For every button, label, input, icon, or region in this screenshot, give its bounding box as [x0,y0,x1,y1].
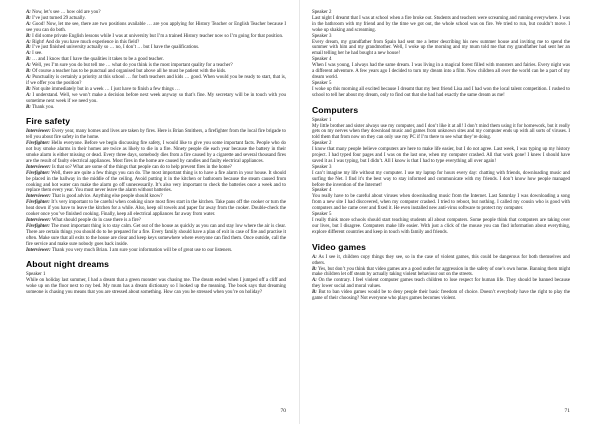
speaker-tag: A: [312,278,317,284]
computer-speakers [312,118,570,236]
video-games-dialogue [312,255,570,302]
computer-speaker-text: You really have to be careful about viruses when downloading music from the Internet. Last Saturday I was downloading a song from a new site I had discovered, when my computer crashed. I tried to reboot, but nothing. I called my cousin who is good with computers and he came over and fixed it. He even installed new anti-virus software to protect my computer. [312,194,570,212]
speaker-tag: B: [26,86,31,92]
speaker-tag: B: [26,104,31,110]
dreams-speaker-label: Speaker 1 [26,272,46,278]
line-text: Of course a teacher has to be punctual and organised but above all he must be patient with the kids. [30,69,227,75]
speaker-tag: Firefighter: [26,223,50,229]
fire-safety-dialogue [26,129,286,253]
computer-speaker-label: Speaker 4 [312,188,332,194]
dream-speaker-label: Speaker 2 [312,10,332,15]
line-text: Not quite immediately but in a week … I just have to finish a few things … [30,86,180,92]
line-text: Now, let’s see … how old are you? [30,10,101,15]
fire-safety-line [26,200,286,218]
dream-speaker-label: Speaker 4 [312,57,332,63]
line-text: I did some private English lessons while I was at university but I’m a trained History teacher now so I’m going for that position. [30,33,284,39]
line-text: Is that so? What are some of the things that people can do to help prevent fires in the home? [50,164,232,170]
line-text: Hello everyone. Before we begin discussing fire safety, I would like to give you some important facts. People who do not buy smoke alarms in their homes are twice as likely to die in a fire. Ninety people die each year because the battery in their smoke alarm is either missing or dead. Every three days, somebody dies from a fire caused by a cigarette and several thousand fires are the result of faulty electrical appliances. Most fires in the home are caused by candles and faulty electrical appliances. [26,141,286,164]
line-text: The most important thing is to stay calm. Get out of the house as quickly as you can and stay low where the air is clear. There are certain things you should do to be prepared for a fire. Every family should have a plan of exit in case of fire and practise it often. Make sure that all exits to the house are clear and keep keys somewhere where everyone can find them. Once outside, call the fire service and make sure nobody goes back inside. [26,223,286,247]
fire-safety-line [26,248,286,254]
line-text: I see. [30,51,43,57]
video-games-line [312,255,570,267]
line-text: Thank you. [30,104,55,110]
speaker-tag: B: [312,290,317,296]
dream-speakers [312,10,570,99]
speaker-tag: Interviewer: [26,164,51,170]
dreams-speaker-text: While on holiday last summer, I had a dream that a green monster was chasing me. The dream ended when I jumped off a cliff and woke up on the floor next to my bed. My mum has a dream dictionary so I looked up the meaning. The book says that dreaming someone is chasing you means that you are stressed about something. How can you be stressed when you’re on holiday? [26,278,286,296]
computers-title: Computers [312,104,359,115]
line-text: Right! And do you have much experience in this field? [30,39,140,45]
computer-speaker-label: Speaker 5 [312,212,332,218]
speaker-tag: B: [26,69,31,75]
computer-speaker-text: My little brother and sister always use my computer, and I don’t like it at all! I don’t mind them using it for homework, but it really gets on my nerves when they download music and games from unknown sites and my computer ends up with all sorts of viruses. I told them that from now on they can only use my PC if I’m there to see what they’re doing. [312,123,570,141]
speaker-tag: A: [26,10,31,15]
speaker-tag: B: [26,15,31,21]
speaker-tag: Firefighter: [26,170,50,176]
speaker-tag: Firefighter: [26,141,50,147]
speaker-tag: B: [312,266,317,272]
speaker-tag: Interviewer: [26,218,51,223]
dream-speaker-label: Speaker 5 [312,80,332,86]
fire-safety-line [26,224,286,248]
fire-safety-line [26,141,286,165]
interview-dialogue [26,10,286,110]
line-text: But to ban video games would be to deny people their basic freedom of choice. Doesn’t everybody have the right to play the game of their choosing? Not everyone who plays games becomes violent. [312,290,570,302]
speaker-tag: A: [26,21,31,27]
speaker-tag: Interviewer: [26,247,51,253]
computer-speaker-text: I really think more schools should start teaching students all about computers. Some people think that computers are taking over our lives, but I disagree. Computers make life easier. With just a click of the mouse you can find information about everything, explore different countries and keep in touch with family and friends. [312,218,570,235]
video-games-line [312,290,570,302]
computer-speaker-label: Speaker 1 [312,117,332,123]
line-text: … and I know that I have the qualities it takes to be a good teacher. [30,57,164,63]
interview-line [26,93,286,105]
video-games-line [312,278,570,290]
fire-safety-line [26,171,286,195]
video-games-title: Video games [312,241,366,252]
dream-speaker-label: Speaker 3 [312,33,332,39]
speaker-tag: B: [26,33,31,39]
speaker-tag: A: [26,74,31,80]
dream-speaker-text: Every dream, my grandfather from Spain had sent me a letter describing his new summer house and inviting me to spend the summer with him and my grandmother. Well, I woke up the morning and my mum told me that my grandfather had sent her an email telling her he had bought a new house! [312,39,570,57]
fire-safety-title: Fire safety [26,116,71,127]
interview-line [26,75,286,87]
dream-speaker-text: Last night I dreamt that I was at school when a fire broke out. Students and teachers were screaming and running everywhere. I was in the bathroom with my friend and by the time we got out, the whole school was on fire. We tried to run, but couldn’t move. I woke up shaking and screaming. [312,15,570,33]
line-text: I’ve just turned 29 actually. [30,15,86,21]
speaker-tag: Interviewer: [26,194,51,200]
speaker-tag: A: [26,92,31,98]
line-text: I’ve just finished university actually so … no, I don’t … but I have the qualifications. [30,45,200,51]
computer-speaker-label: Speaker 3 [312,164,332,170]
computer-speaker-text: I know that many people believe computers are here to make life easier, but I do not agree. Last week, I was typing up my history project. I had typed four pages and I was on the last one, when my computer crashed. All that work gone! I knew I should have saved it as I was typing, but I didn’t. All I know is that I had to type everything all over again! [312,147,570,164]
line-text: Well, there are quite a few things you can do. The most important thing is to have a fire alarm in your house. It should be placed in the hallway in the middle of the ceiling. Avoid putting it in the kitchen or bathroom because the steam caused from cooking and hot water can make the alarm go off unnecessarily. It’s also very important to check the batteries once a week and to replace them every year. You must never leave the alarm without batteries. [26,170,286,194]
speaker-tag: A: [26,51,31,57]
dream-speaker-text: When I was young, I always had the same dream. I was living in a magical forest filled with monsters and fairies. Every night was a different adventure. A few years ago I decided to turn my dream into a film. Now children all over the world can be a part of my dream world. [312,63,570,80]
computer-speaker-text: I can’t imagine my life without my computer. I use my laptop for hours every day: chatting with friends, downloading music and surfing the Net. I find it’s the best way to stay informed and communicate with my friends. I don’t know how people managed before the invention of the Internet! [312,170,570,188]
speaker-tag: B: [26,57,31,63]
speaker-tag: A: [312,254,317,260]
speaker-tag: Interviewer: [26,129,51,135]
line-text: What should people do in case there is a fire? [50,218,141,223]
line-text: I understand. Well, we won’t make a decision before next week anyway so that’s fine. My secretary will be in touch with you sometime next week if we need you. [26,92,286,104]
speaker-tag: Firefighter: [26,200,50,206]
video-games-line [312,267,570,279]
line-text: Well, yes I’m sure you do but tell me … what do you think is the most important quality for a teacher? [30,63,233,69]
speaker-tag: B: [26,45,31,51]
line-text: It’s very important to be careful when cooking since most fires start in the kitchen. Take pans off the cooker or turn the heat down if you have to leave the kitchen for a while. Also, keep oil towels and paper far away from the cooker. Double-check the cooker once you’ve finished cooking. Finally, keep all electrical appliances far away from water. [26,200,286,218]
fire-safety-line [26,129,286,141]
night-dreams-title: About night dreams [26,259,109,270]
dream-speaker-text: I woke up this morning all excited because I dreamt that my best friend Lisa and I had won the local talent competition. I rushed to school to tell her about my dream, only to find out that she had had exactly the same dream as me! [312,86,570,98]
page-number-right: 71 [564,408,570,414]
line-text: Every year, many homes and lives are taken by fires. Here is Brian Smithers, a firefighter from the local fire brigade to tell you about fire safety in the home. [26,129,286,141]
line-text: That is good advice. Anything else people should know? [50,194,163,200]
line-text: As I see it, children copy things they see, so in the case of violent games, this could be dangerous for both themselves and others. [312,254,570,266]
page-number-left: 70 [280,408,286,414]
computer-speaker-label: Speaker 2 [312,141,332,147]
line-text: Yes, but don’t you think that video games are a good outlet for aggression in the safety of one’s own home. Banning them might make children let off steam by actually taking violent behaviour out on the streets. [312,266,570,278]
right-page [300,0,600,424]
line-text: Thank you very much Brian. I am sure your information will be of great use to our listeners. [50,247,233,253]
interview-line [26,105,286,111]
speaker-tag: A: [26,39,31,45]
interview-line [26,22,286,34]
line-text: Punctuality is certainly a priority at this school … for both teachers and kids … good. When would you be ready to start, that is, if we offer you the position? [26,74,286,86]
speaker-tag: A: [26,63,31,69]
line-text: On the contrary. I feel violent computer games teach children to lose respect for human life. They should be banned because they lower social and moral values. [312,278,570,290]
line-text: Good! Now, let me see, there are two positions available … are you applying for History Teacher or English Teacher because I see you can do both. [26,21,286,33]
